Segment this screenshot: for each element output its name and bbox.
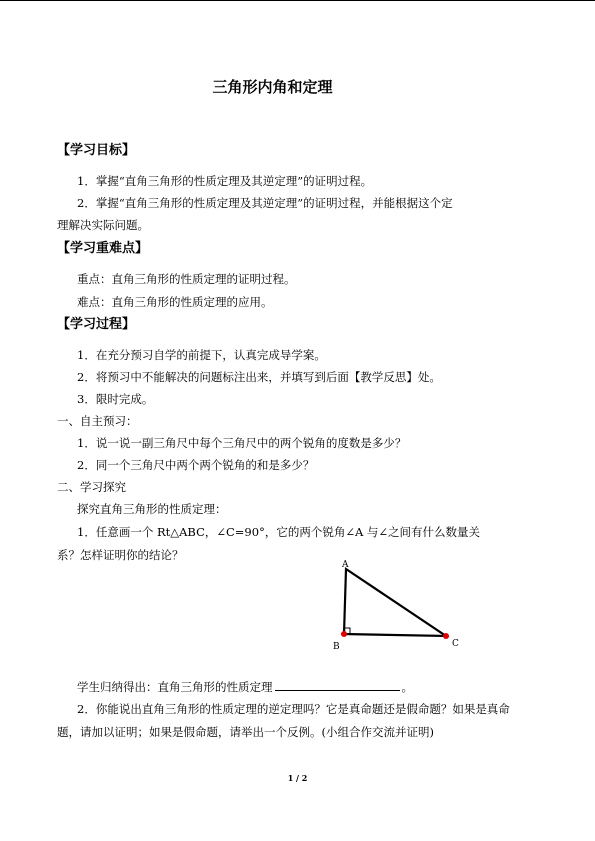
part1-item-1: 1．说一说一副三角尺中每个三角尺中的两个锐角的度数是多少？: [77, 436, 407, 450]
process-item-2: 2．将预习中不能解决的问题标注出来，并填写到后面【教学反思】处。: [77, 370, 441, 384]
part2-intro: 探究直角三角形的性质定理：: [77, 502, 227, 516]
vertex-b-dot: [341, 631, 347, 637]
process-item-3: 3．限时完成。: [77, 392, 154, 406]
process-heading: 【学习过程】: [57, 317, 136, 332]
key-point: 重点：直角三角形的性质定理的证明过程。: [77, 272, 296, 286]
key-points-heading: 【学习重难点】: [57, 241, 149, 256]
vertex-c-label: C: [452, 639, 459, 649]
triangle-abc: [344, 569, 446, 636]
process-item-1: 1．在充分预习自学的前提下，认真完成导学案。: [77, 348, 326, 362]
vertex-c-dot: [443, 633, 449, 639]
goal-item-2-cont: 理解决实际问题。: [57, 218, 149, 232]
summary-prefix: 学生归纳得出：直角三角形的性质定理: [77, 680, 273, 694]
part1-title: 一、自主预习：: [57, 414, 138, 428]
part2-title: 二、学习探究: [57, 480, 126, 494]
question-2-line2: 题，请加以证明；如果是假命题，请举出一个反例。(小组合作交流并证明): [57, 725, 434, 739]
goals-heading: 【学习目标】: [57, 143, 136, 158]
page-number: 1 / 2: [287, 773, 308, 783]
goal-item-1: 1．掌握“直角三角形的性质定理及其逆定理”的证明过程。: [77, 174, 373, 188]
summary-line: [77, 679, 413, 694]
difficult-point: 难点：直角三角形的性质定理的应用。: [77, 295, 273, 309]
question-1-line1: 1．任意画一个 Rt△ABC，∠C=90°，它的两个锐角∠A 与∠之间有什么数量关: [77, 525, 481, 539]
question-2-line1: 2．你能说出直角三角形的性质定理的逆定理吗？它是真命题还是假命题？如果是真命: [77, 702, 510, 716]
summary-answer-blank[interactable]: [275, 679, 400, 691]
question-1-line2: 系？怎样证明你的结论？: [57, 548, 184, 562]
page-title: 三角形内角和定理: [212, 78, 333, 96]
vertex-b-label: B: [333, 642, 340, 652]
part1-item-2: 2．同一个三角尺中两个两个锐角的和是多少？: [77, 458, 315, 472]
summary-suffix: 。: [401, 680, 413, 694]
vertex-a-label: A: [342, 560, 349, 570]
goal-item-2: 2．掌握“直角三角形的性质定理及其逆定理”的证明过程，并能根据这个定: [77, 196, 453, 210]
